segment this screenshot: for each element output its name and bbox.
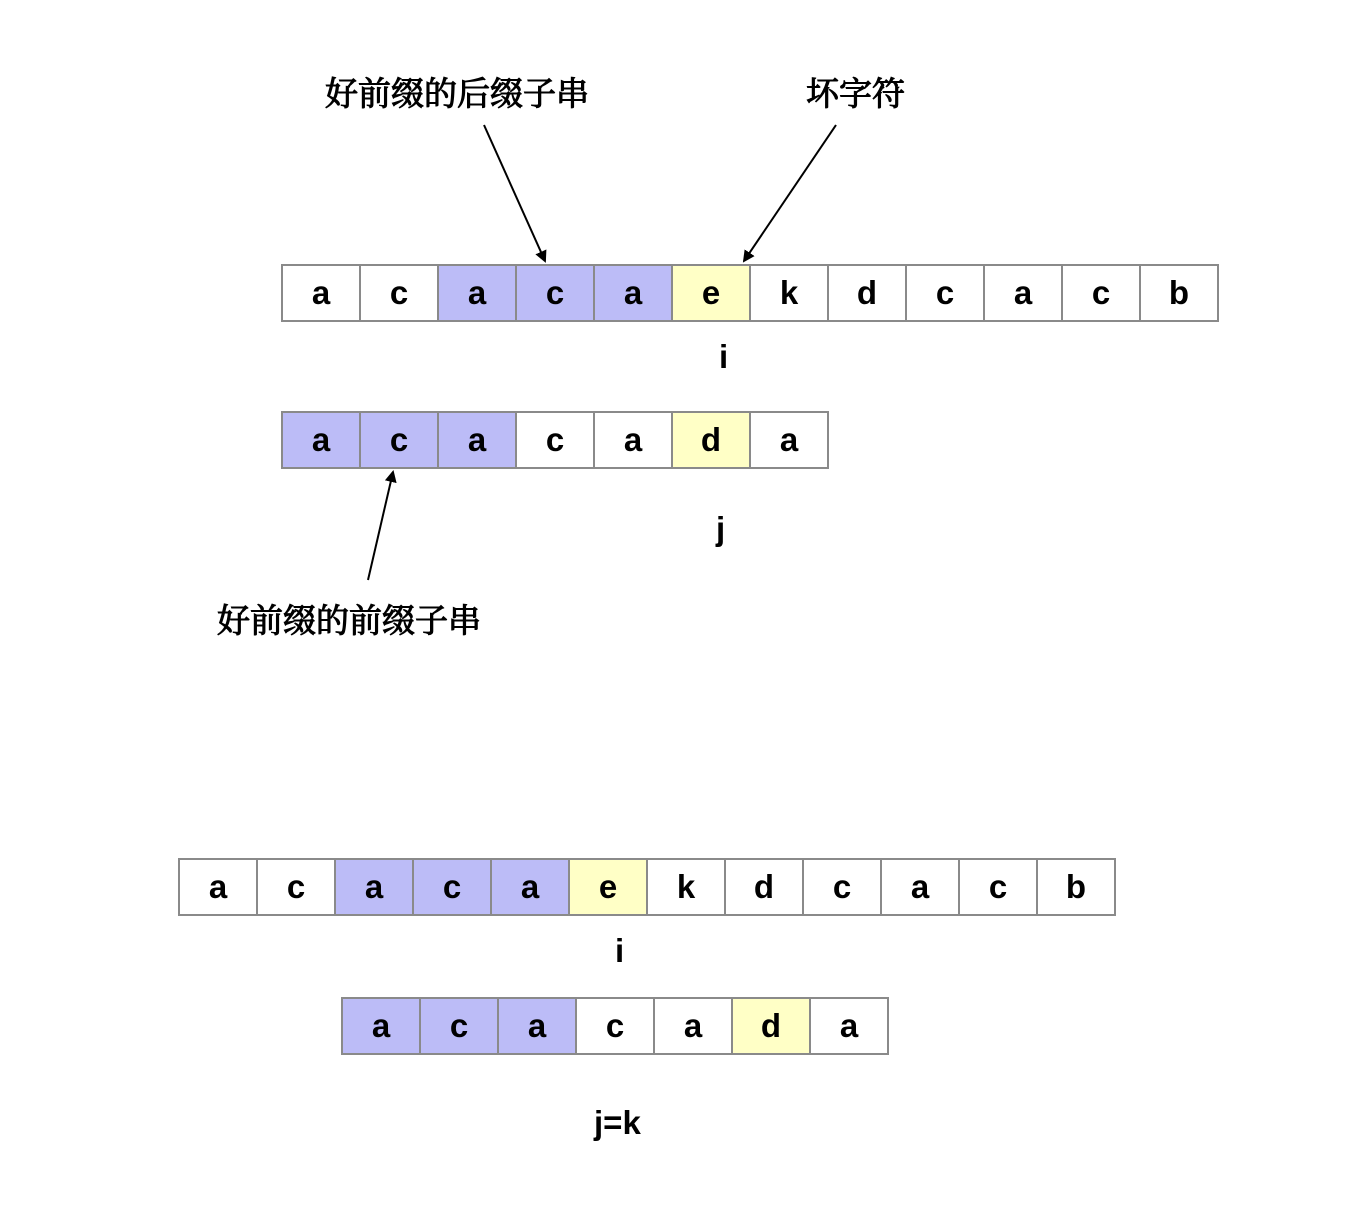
top-j-label: j <box>716 510 726 547</box>
top-i-label: i <box>719 338 729 375</box>
top-pattern-cell-2: a <box>437 411 517 469</box>
bottom-pattern-cell-6: a <box>809 997 889 1055</box>
bottom-main-cell-10: c <box>958 858 1038 916</box>
top-pattern-cell-3: c <box>515 411 595 469</box>
good-prefix-prefix-label: 好前缀的前缀子串 <box>217 601 481 640</box>
bad-char-label: 坏字符 <box>806 74 905 113</box>
top-main-cell-3: c <box>515 264 595 322</box>
bottom-main-cell-11: b <box>1036 858 1116 916</box>
good-prefix-suffix-label: 好前缀的后缀子串 <box>325 74 589 113</box>
bottom-main-cell-2: a <box>334 858 414 916</box>
top-main-cell-8: c <box>905 264 985 322</box>
bottom-main-cell-5: e <box>568 858 648 916</box>
arrow-to-good-prefix <box>368 472 393 580</box>
top-main-cell-5: e <box>671 264 751 322</box>
arrow-to-good-suffix <box>484 125 545 261</box>
bottom-main-cell-0: a <box>178 858 258 916</box>
bottom-pattern-cell-3: c <box>575 997 655 1055</box>
top-main-cell-11: b <box>1139 264 1219 322</box>
bottom-i-label: i <box>615 932 625 969</box>
top-main-cell-4: a <box>593 264 673 322</box>
bottom-main-cell-9: a <box>880 858 960 916</box>
bottom-pattern-cell-2: a <box>497 997 577 1055</box>
bottom-main-cell-1: c <box>256 858 336 916</box>
top-pattern-cell-0: a <box>281 411 361 469</box>
bottom-main-cell-3: c <box>412 858 492 916</box>
top-main-cell-7: d <box>827 264 907 322</box>
bottom-main-cell-7: d <box>724 858 804 916</box>
bottom-jk-label: j=k <box>594 1104 641 1141</box>
bottom-pattern-cell-4: a <box>653 997 733 1055</box>
top-main-cell-2: a <box>437 264 517 322</box>
top-main-cell-1: c <box>359 264 439 322</box>
bottom-pattern-cell-1: c <box>419 997 499 1055</box>
bottom-main-cell-8: c <box>802 858 882 916</box>
bottom-main-cell-6: k <box>646 858 726 916</box>
top-pattern-cell-4: a <box>593 411 673 469</box>
top-main-cell-9: a <box>983 264 1063 322</box>
bottom-main-cell-4: a <box>490 858 570 916</box>
top-pattern-cell-1: c <box>359 411 439 469</box>
bottom-pattern-cell-0: a <box>341 997 421 1055</box>
arrow-to-bad-char <box>744 125 836 261</box>
top-pattern-cell-5: d <box>671 411 751 469</box>
top-main-cell-0: a <box>281 264 361 322</box>
top-pattern-cell-6: a <box>749 411 829 469</box>
top-main-cell-6: k <box>749 264 829 322</box>
top-main-cell-10: c <box>1061 264 1141 322</box>
bottom-pattern-cell-5: d <box>731 997 811 1055</box>
